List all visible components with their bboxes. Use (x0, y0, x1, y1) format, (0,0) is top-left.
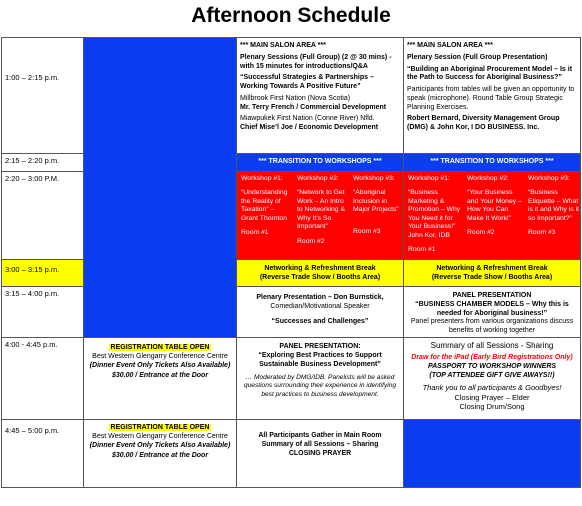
networking-title: Networking & Refreshment Break (436, 265, 548, 272)
closing-summary-cell (403, 337, 581, 420)
workshop-body: “Business Marketing & Promotion – Why You Need it for Your Business!” John Kor, IDB (408, 189, 461, 239)
panel-description: … Moderated by DMG/IDB. Panelists will be asked questions surrounding their experience in identifying best practices to business development. (243, 374, 397, 398)
section-header: *** MAIN SALON AREA *** (407, 42, 493, 49)
workshop-body: “Aboriginal Inclusion in Major Projects” (353, 189, 399, 214)
panel-topic: “BUSINESS CHAMBER MODELS – Why this is needed for Aboriginal business!” (415, 300, 569, 317)
transition-right: *** TRANSITION TO WORKSHOPS *** (403, 153, 581, 172)
workshop-2 (297, 175, 349, 246)
gift-giveaways: (TOP ATTENDEE GIFT GIVE AWAYS!!) (429, 371, 555, 379)
time-label: 2:20 – 3:00 P.M. (5, 174, 60, 183)
summary-title: Summary of all Sessions - Sharing (430, 341, 554, 350)
time-label: 1:00 – 2:15 p.m. (5, 73, 60, 82)
blue-block-end (403, 419, 581, 488)
time-label: 2:15 – 2:20 p.m. (5, 156, 60, 165)
venue-name: Best Western Glengarry Conference Centre (92, 352, 228, 360)
workshop-3 (528, 175, 580, 238)
blue-block (83, 37, 237, 338)
workshop-body: “Network to Get Work – An Intro to Networking & Why It’s So Important” (297, 189, 345, 231)
page-title: Afternoon Schedule (191, 4, 391, 27)
workshop-2 (467, 175, 523, 238)
workshop-room: Room #2 (467, 229, 495, 237)
topic-text: “Building an Aboriginal Procurement Model – Is it the Path to Success for Aboriginal Business?” (407, 65, 573, 82)
plenary-cell-left (236, 37, 404, 154)
topic-text: “Successful Strategies & Partnerships – Working Towards A Positive Future” (240, 74, 374, 90)
ipad-draw: Draw for the iPad (Early Bird Registrations Only) (411, 354, 573, 361)
workshops-right (403, 171, 581, 260)
presenter-org: Miawpukek First Nation (Conne River) Nfld. (240, 115, 375, 123)
presenter-name: Robert Bernard, Diversity Management Group (DMG) & John Kor, I DO BUSINESS. Inc. (407, 115, 560, 131)
workshop-1 (241, 175, 292, 238)
gather-text: All Participants Gather in Main Room (258, 432, 382, 439)
ticket-note: (Dinner Event Only Tickets Also Available) (89, 441, 231, 449)
workshop-title: Workshop #3: (353, 175, 395, 182)
networking-right (403, 259, 581, 287)
workshop-room: Room #1 (241, 229, 269, 237)
workshop-room: Room #3 (528, 229, 556, 237)
time-cell-5 (1, 286, 84, 338)
closing-gather-cell (236, 419, 404, 488)
workshop-title: Workshop #2: (297, 175, 339, 182)
workshop-title: Workshop #3: (528, 175, 570, 182)
panel-heading: PANEL PRESENTATION: (279, 343, 361, 350)
chamber-panel-cell (403, 286, 581, 338)
time-cell-6 (1, 337, 84, 420)
workshop-room: Room #2 (297, 237, 325, 245)
workshop-room: Room #1 (408, 246, 436, 254)
networking-location: (Reverse Trade Show / Booths Area) (431, 273, 553, 281)
workshop-title: Workshop #1: (408, 175, 450, 182)
workshop-1 (408, 175, 462, 255)
presentation-topic: “Successes and Challenges” (271, 317, 369, 325)
time-cell-4 (1, 259, 84, 287)
workshop-title: Workshop #1: (241, 175, 283, 182)
registration-label: REGISTRATION TABLE OPEN (110, 424, 210, 431)
time-cell-7 (1, 419, 84, 488)
presenter-name: Chief Mise’l Joe / Economic Development (240, 124, 379, 131)
panel-description: Panel presenters from various organizations discuss benefits of working together (410, 318, 574, 334)
workshop-room: Room #3 (353, 227, 381, 235)
workshop-body: “Business Etiquette – What is it and Why is it so Important?” (528, 189, 579, 222)
plenary-text: Plenary Session (Full Group Presentation) (407, 53, 548, 61)
panel-topic: “Exploring Best Practices to Support Sustainable Business Development” (258, 351, 382, 368)
panel-heading: PANEL PRESENTATION (452, 292, 532, 299)
time-cell-2 (1, 153, 84, 172)
time-cell-1 (1, 37, 84, 154)
ticket-price: $30.00 / Entrance at the Door (111, 372, 209, 380)
workshop-title: Workshop #2: (467, 175, 509, 182)
summary-text: Summary of all Sessions – Sharing (261, 440, 379, 448)
best-practices-panel (236, 337, 404, 420)
comedian-cell (236, 286, 404, 338)
ticket-note: (Dinner Event Only Tickets Also Available) (89, 361, 231, 369)
workshops-left (236, 171, 404, 260)
presenter-org: Millbrook First Nation (Nova Scotia) (240, 94, 351, 102)
plenary-text: Plenary Sessions (Full Group) (2 @ 30 mins) - with 15 minutes for introductions/Q&A (240, 53, 392, 70)
ticket-price: $30.00 / Entrance at the Door (111, 452, 209, 460)
section-header: *** MAIN SALON AREA *** (240, 42, 326, 49)
presenter-role: Comedian/Motivational Speaker (270, 302, 370, 310)
time-label: 4:45 – 5:00 p.m. (5, 426, 60, 435)
passport-winners: PASSPORT TO WORKSHOP WINNERS (427, 362, 557, 370)
time-cell-3 (1, 171, 84, 260)
presenter-name: Mr. Terry French / Commercial Development (240, 103, 387, 111)
workshop-3 (353, 175, 403, 236)
closing-drum: Closing Drum/Song (459, 402, 525, 411)
time-label: 3:15 – 4:00 p.m. (5, 289, 60, 298)
transition-left: *** TRANSITION TO WORKSHOPS *** (236, 153, 404, 172)
networking-title: Networking & Refreshment Break (264, 265, 376, 272)
registration-cell-1 (83, 337, 237, 420)
time-label: 4:00 - 4:45 p.m. (5, 340, 58, 349)
registration-cell-2 (83, 419, 237, 488)
networking-location: (Reverse Trade Show / Booths Area) (259, 273, 381, 281)
workshop-body: “Your Business and Your Money – How You Can Make It Work!” (467, 189, 522, 222)
presentation-title: Plenary Presentation – Don Burnstick, (256, 294, 384, 301)
time-label: 3:00 – 3:15 p.m. (5, 265, 60, 274)
closing-prayer: Closing Prayer – Elder (454, 392, 530, 402)
thank-you-text: Thank you to all participants & Goodbyes! (422, 383, 562, 393)
closing-prayer-text: CLOSING PRAYER (288, 449, 352, 457)
plenary-cell-right (403, 37, 581, 154)
session-note: Participants from tables will be given an opportunity to speak (microphone). Round Table Group Strategic Planning Exercises. (407, 86, 575, 111)
registration-label: REGISTRATION TABLE OPEN (110, 344, 210, 351)
workshop-body: “Understanding the Reality of Taxation” – Grant Thornton (241, 189, 288, 222)
venue-name: Best Western Glengarry Conference Centre (92, 432, 228, 440)
networking-left (236, 259, 404, 287)
